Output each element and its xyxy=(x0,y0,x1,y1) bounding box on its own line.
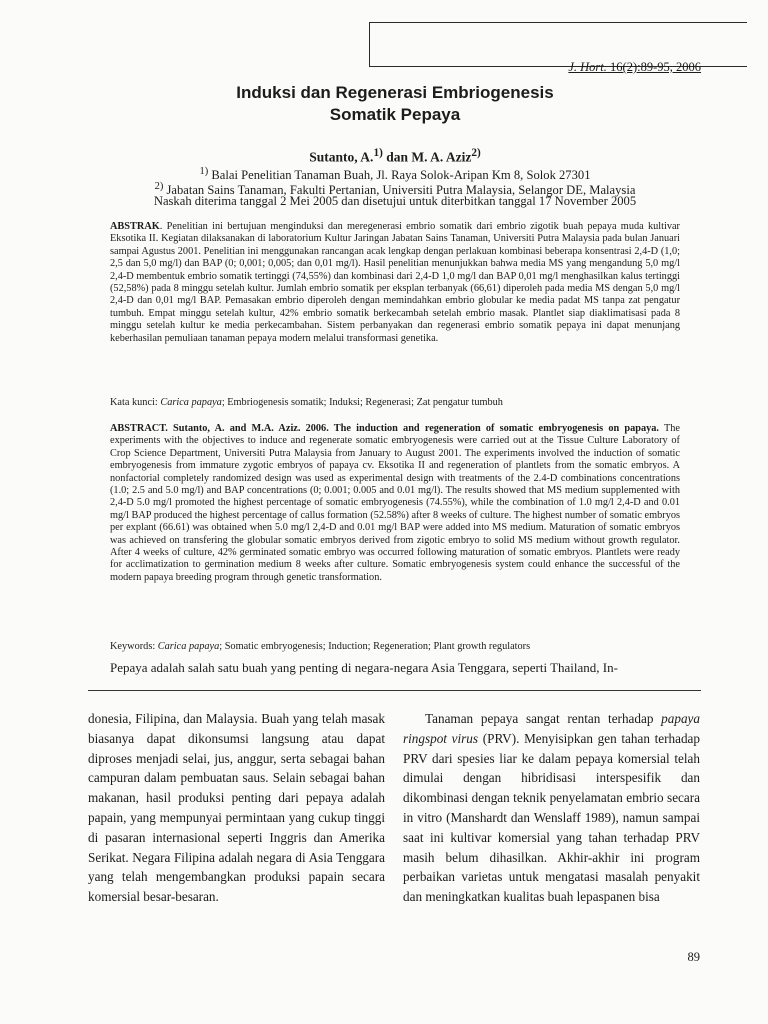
affiliation-1-text: Balai Penelitian Tanaman Buah, Jl. Raya Solok-Aripan Km 8, Solok 27301 xyxy=(208,168,591,183)
keywords-label: Keywords: xyxy=(110,641,158,652)
affiliation-2-sup: 2) xyxy=(154,181,164,192)
journal-name: J. Hort. xyxy=(568,60,607,74)
abstract-heading: ABSTRACT. Sutanto, A. and M.A. Aziz. 2006. The induction and regeneration of somatic embryogenesis on papaya. xyxy=(110,423,659,434)
received-note: Naskah diterima tanggal 2 Mei 2005 dan disetujui untuk diterbitkan tanggal 17 November 2005 xyxy=(153,194,637,208)
virus-name: papaya ringspot virus xyxy=(403,711,700,746)
right-column-text xyxy=(403,709,700,907)
affiliation-1-sup: 1) xyxy=(199,166,209,177)
affiliation-2-text: Jabatan Sains Tanaman, Fakulti Pertanian, Universiti Putra Malaysia, Selangor DE, Malaysia xyxy=(163,183,636,198)
title-line-1: Induksi dan Regenerasi Embriogenesis xyxy=(236,83,554,102)
keywords xyxy=(110,641,680,653)
title-line-2: Somatik Pepaya xyxy=(329,105,461,124)
journal-reference xyxy=(568,60,701,75)
paper-title xyxy=(90,82,700,126)
keywords-species: Carica papaya xyxy=(157,641,220,652)
author-1-sup: 1) xyxy=(373,147,383,159)
abstrak-paragraph xyxy=(110,221,680,345)
abstract-paragraph xyxy=(110,423,680,584)
kata-kunci-label: Kata kunci: xyxy=(110,397,161,408)
right-column-after: (PRV). Menyisipkan gen tahan terhadap PRV dari spesies liar ke dalam pepaya komersial telah dimulai dengan hibridisasi interspesifik dan dikombinasi dengan teknik penyelamatan embrio secara in vitro (Manshardt dan Wenslaff 1989), namun sampai saat ini kultivar komersial yang tahan terhadap PRV masih belum dihasilkan. Akhir-akhir ini program perbaikan varietas untuk mengatasi masalah penyakit dan meningkatkan kualitas buah lepaspanen bisa xyxy=(403,730,700,905)
kata-kunci-rest: ; Embriogenesis somatik; Induksi; Regenerasi; Zat pengatur tumbuh xyxy=(221,397,503,408)
kata-kunci xyxy=(110,397,680,409)
intro-lead-line: Pepaya adalah salah satu buah yang penting di negara-negara Asia Tenggara, seperti Thailand, In- xyxy=(110,660,618,675)
abstract-text: The experiments with the objectives to induce and regenerate somatic embryogenesis were carried out at the Tissue Culture Laboratory of Crop Science Department, Universiti Putra Malaysia from January to August 2001. The experiments involved the induction of somatic embryogenesis from immature zygotic embryos of papaya cv. Eksotika II and regeneration of plantlets from the somatic embryos. A nonfactorial completely randomized design was used as experimental design with treatments of the 2.4-D combinations concentrations (1.0; 2.5 and 5.0 mg/l) and BAP concentrations (0; 0.001; 0.005 and 0.01 mg/l). The results showed that MS medium supplemented with 2,4-D 5.0 mg/l promoted the highest percentage of somatic embryogenesis (74.55%), while the combination of 1.0 mg/l 2,4-D and 0.01 mg/l BAP produced the highest percentage of callus formation (52.58%) after 8 weeks of culture. The highest number of somatic embryos per explant (66.61) was obtained when 5.0 mg/l 2,4-D and 0.01 mg/l BAP were added into MS medium. Maturation of somatic embryos was achieved on transfering the globular somatic embryos derived from zigotic embryo to solid MS medium without growth regulator. After 4 weeks of culture, 42% germinated somatic embryo was occurred following maturation of somatic embryos. Plantlets were ready for acclimatization to germination medium 8 weeks after culture. Somatic embryogenesis system could enhance the successful of the modern papaya breeding program through genetic transformation. xyxy=(110,423,680,583)
page-number: 89 xyxy=(687,950,700,964)
keywords-rest: ; Somatic embryogenesis; Induction; Regeneration; Plant growth regulators xyxy=(219,641,531,652)
left-column-text: donesia, Filipina, dan Malaysia. Buah yang telah masak biasanya dapat dikonsumsi langsung atau dapat diproses menjadi selai, jus, anggur, serta sebagai bahan campuran dalam pembuatan saus. Selain sebagai bahan makanan, hasil produksi penting dari pepaya adalah papain, yang mempunyai permintaan yang cukup tinggi di pasaran internasional seperti Inggris dan Amerika Serikat. Negara Filipina adalah negara di Asia Tenggara yang telah mengembangkan produksi papain secara komersial besar-besaran. xyxy=(88,711,385,905)
right-column-before: Tanaman pepaya sangat rentan terhadap xyxy=(425,711,662,726)
abstrak-label: ABSTRAK xyxy=(110,221,160,232)
abstrak-text: . Penelitian ini bertujuan menginduksi dan meregenerasi embrio somatik dari embrio zigotik buah pepaya muda kultivar Eksotika II. Kegiatan dilaksanakan di laboratorium Kultur Jaringan Jabatan Sains Tanaman, Universiti Putra Malaysia pada bulan Januari sampai Agustus 2001. Penelitian ini menggunakan rancangan acak lengkap dengan perlakuan kombinasi beberapa konsentrasi 2,4-D (1,0; 2,5 dan 5,0 mg/l) dan BAP (0; 0,001; 0,005; dan 0,01 mg/l). Hasil penelitian menunjukkan bahwa media MS yang mengandung 5,0 mg/l 2,4-D membentuk embrio somatik tertinggi (74,55%) dan kombinasi dari 2,4-D 1,0 mg/l dan BAP 0,01 mg/l menghasilkan kalus tertinggi (52,58%) pada 8 minggu setelah kultur. Jumlah embrio somatik per eksplan terbanyak (66,61) diperoleh pada media MS dengan 5,0 mg/l 2,4-D dan 0,01 mg/l BAP. Pemasakan embrio diperoleh dengan memindahkan embrio globular ke media padat MS tanpa zat pengatur tumbuh. Empat minggu setelah kultur, 42% embrio somatik berkecambah setelah embrio masak. Plantlet siap diaklimatisasi pada 8 minggu setelah kultur ke media perkecambahan. Sistem perbanyakan dan regenerasi embrio somatik pepaya ini dapat menunjang keberhasilan pemuliaan tanaman pepaya modern melalui transformasi genetika. xyxy=(110,221,680,344)
journal-issue: 16(2):89-95, 2006 xyxy=(606,60,701,74)
section-divider xyxy=(88,690,701,691)
author-2: dan M. A. Aziz xyxy=(382,149,472,165)
author-2-sup: 2) xyxy=(471,147,481,159)
author-1: Sutanto, A. xyxy=(309,149,374,165)
kata-kunci-species: Carica papaya xyxy=(160,397,222,408)
